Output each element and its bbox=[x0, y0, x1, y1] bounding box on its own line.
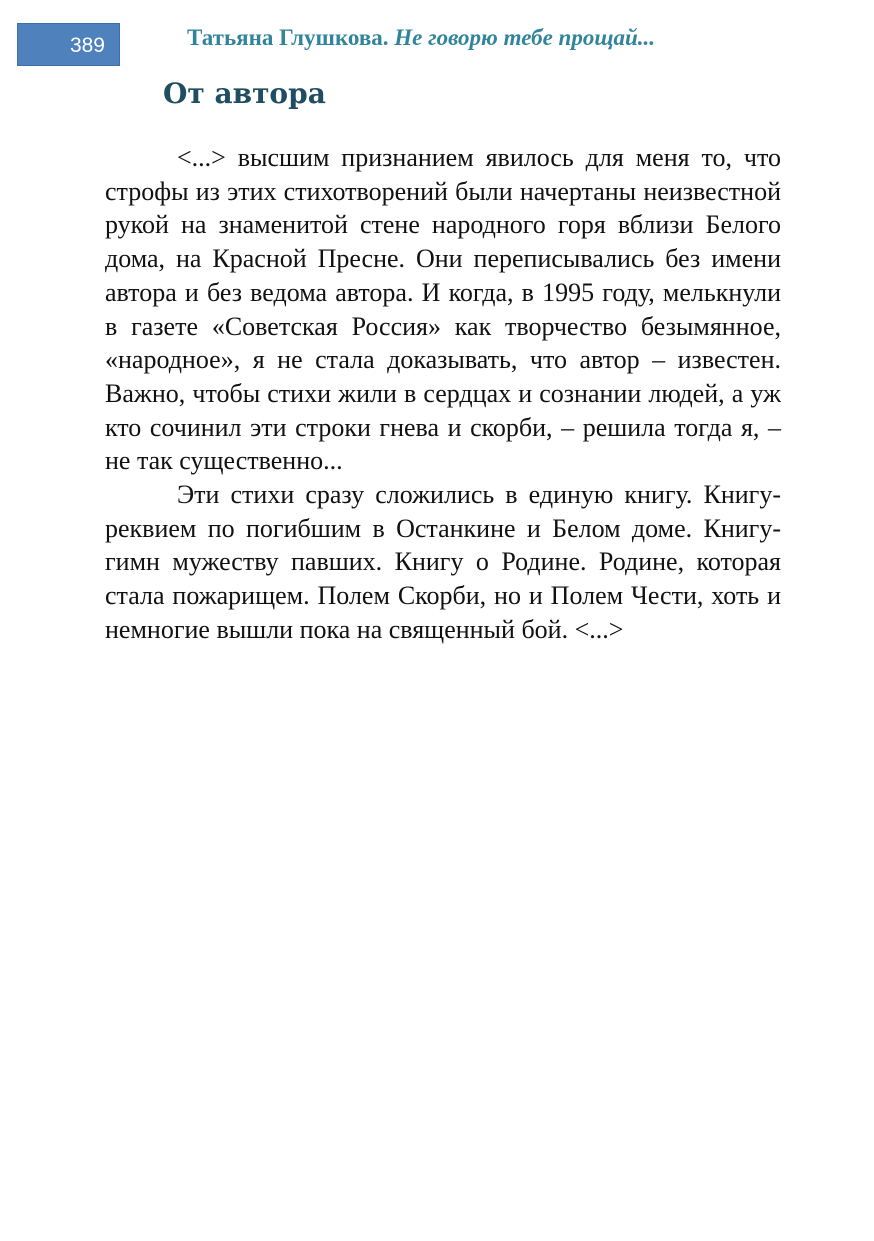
running-header bbox=[187, 22, 847, 54]
header-book-title: Не говорю тебе прощай... bbox=[394, 25, 656, 50]
paragraph: Эти стихи сразу сложились в единую книгу. Книгу-реквием по погибшим в Останкине и Белом доме. Книгу-гимн мужеству павших. Книгу о Родине. Родине, которая стала пожарищем. Полем Скорби, но и Полем Чести, хоть и немногие вышли пока на священный бой. <...> bbox=[105, 480, 781, 644]
paragraph: <...> высшим признанием явилось для меня то, что строфы из этих стихотворений были начертаны неизвестной рукой на знаменитой стене народного горя вблизи Белого дома, на Красной Пресне. Они переписывались без имени автора и без ведома автора. И когда, в 1995 году, мелькнули в газете «Советская Россия» как творчество безымянное, «народное», я не стала доказывать, что автор – известен. Важно, чтобы стихи жили в сердцах и сознании людей, а уж кто сочинил эти строки гнева и скорби, – решила тогда я, – не так существенно... bbox=[105, 143, 781, 476]
page-number-badge: 389 bbox=[17, 23, 120, 66]
section-title: От автора bbox=[163, 77, 326, 110]
body-text bbox=[105, 141, 781, 647]
header-author: Татьяна Глушкова. bbox=[187, 25, 389, 50]
